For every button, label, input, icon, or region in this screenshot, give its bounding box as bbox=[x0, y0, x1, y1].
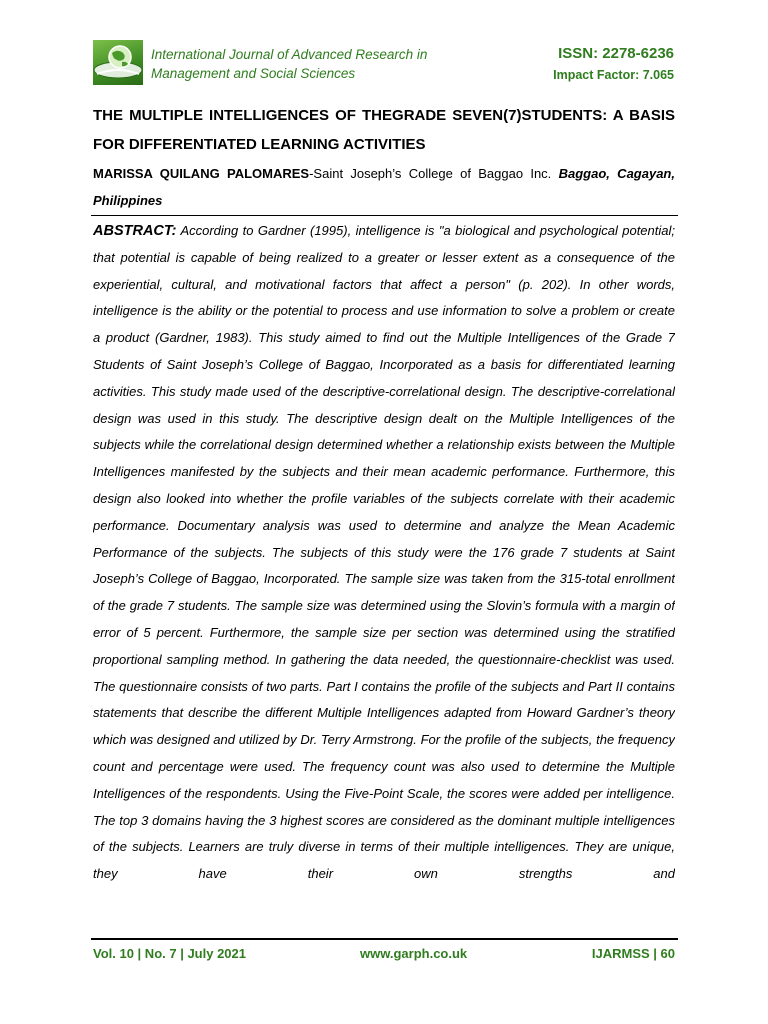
journal-name bbox=[151, 45, 471, 83]
footer-page-reference: IJARMSS | 60 bbox=[591, 946, 675, 961]
footer-volume-info: Vol. 10 | No. 7 | July 2021 bbox=[93, 946, 246, 961]
author-location: Baggao, Cagayan, Philippines bbox=[93, 166, 675, 208]
journal-identifiers bbox=[553, 44, 674, 85]
journal-name-line-1: International Journal of Advanced Research in bbox=[151, 47, 428, 62]
impact-factor: Impact Factor: 7.065 bbox=[553, 68, 674, 82]
abstract bbox=[93, 218, 675, 934]
footer-divider bbox=[91, 938, 678, 940]
author-affiliation: -Saint Joseph’s College of Baggao Inc. bbox=[309, 166, 552, 181]
abstract-text: According to Gardner (1995), intelligence is "a biological and psychological potential; that potential is capable of being realized to a greater or lesser extent as a consequence of the experiential, cultural, and motivational factors that affect a person" (p. 202). In other words, intelligence is the ability or the potential to process and use information to solve a problem or create a product (Gardner, 1983). This study aimed to find out the Multiple Intelligences of the Grade 7 Students of Saint Joseph’s College of Baggao, Incorporated as a basis for differentiated learning activities. This study made used of the descriptive-correlational design. The descriptive-correlational design was used in this study. The descriptive design dealt on the Multiple Intelligences of the subjects while the correlational design determined whether a relationship exists between the Multiple Intelligences manifested by the subjects and their mean academic performance. Furthermore, this design also looked into whether the profile variables of the subjects correlate with their academic performance. Documentary analysis was used to determine and analyze the Mean Academic Performance of the subjects. The subjects of this study were the 176 grade 7 students at Saint Joseph’s College of Baggao, Incorporated. The sample size was taken from the 315-total enrollment of the grade 7 students. The sample size was determined using the Slovin’s formula with a margin of error of 5 percent. Furthermore, the sample size per section was determined using the stratified proportional sampling method. In gathering the data needed, the questionnaire-checklist was used. The questionnaire consists of two parts. Part I contains the profile of the subjects and Part II contains statements that describe the different Multiple Intelligences adapted from Howard Gardner’s theory which was designed and utilized by Dr. Terry Armstrong. For the profile of the subjects, the frequency count and percentage were used. The frequency count was also used to determine the Multiple Intelligences of the respondents. Using the Five-Point Scale, the scores were added per intelligence. The top 3 domains having the 3 highest scores are considered as the dominant multiple intelligences of the subjects. Learners are truly diverse in terms of their multiple intelligences. They are unique, they have their own strengths and bbox=[93, 223, 675, 882]
footer-website-link[interactable]: www.garph.co.uk bbox=[360, 946, 468, 961]
author-name: MARISSA QUILANG PALOMARES bbox=[93, 166, 310, 181]
author-line bbox=[93, 160, 675, 214]
section-divider bbox=[91, 215, 678, 216]
journal-name-line-2: Management and Social Sciences bbox=[151, 66, 356, 81]
journal-logo-icon bbox=[93, 40, 143, 85]
abstract-label: ABSTRACT: bbox=[93, 223, 177, 239]
article-title: THE MULTIPLE INTELLIGENCES OF THEGRADE SEVEN(7)STUDENTS: A BASIS FOR DIFFERENTIATED LEARNING ACTIVITIES bbox=[93, 107, 675, 153]
issn-number: ISSN: 2278-6236 bbox=[558, 45, 674, 62]
